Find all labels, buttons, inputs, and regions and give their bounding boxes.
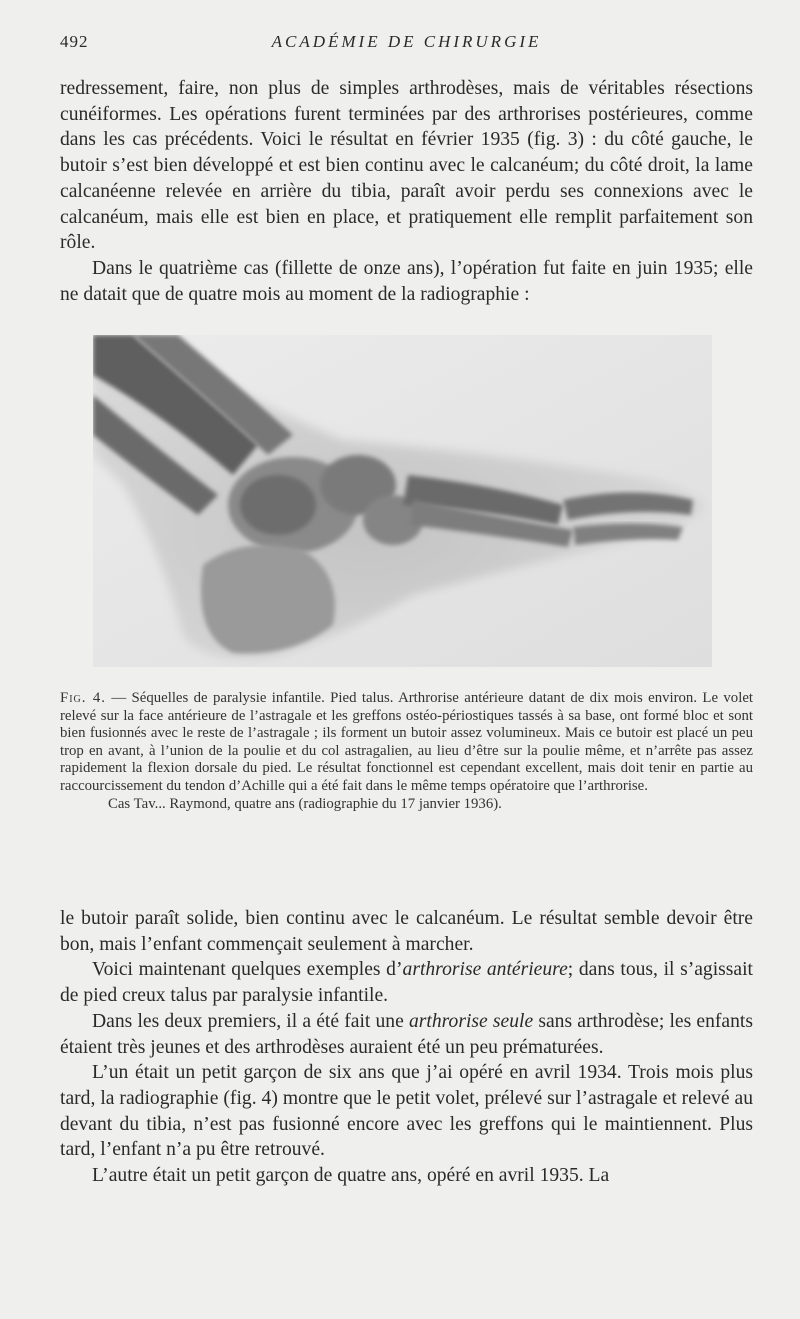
paragraph: redressement, faire, non plus de simples arthrodèses, mais de véritables résections cunéiformes. Les opérations furent terminées par des arthrorises postérieures, comme dans les cas précédents. Voici le résultat en février 1935 (fig. 3) : du côté gauche, le butoir s’est bien développé et est bien continu avec le calcanéum; du côté droit, la lame calcanéenne relevée en arrière du tibia, paraît avoir perdu ses connexions avec le calcanéum, mais elle est bien en place, et pratiquement elle remplit parfaitement son rôle. (60, 78, 753, 254)
running-head: ACADÉMIE DE CHIRURGIE (271, 32, 542, 51)
paragraph: le butoir paraît solide, bien continu avec le calcanéum. Le résultat semble devoir être bon, mais l’enfant commençait seulement à marcher. (60, 908, 753, 955)
paragraph (60, 1009, 753, 1060)
text-span: Voici maintenant quelques exemples d’ (92, 959, 403, 981)
paragraph: L’autre était un petit garçon de quatre ans, opéré en avril 1935. La (92, 1165, 610, 1187)
text-span: Dans les deux premiers, il a été fait une (92, 1010, 409, 1032)
body-text-top (60, 76, 753, 307)
emphasis-text: arthrorise seule (408, 1010, 534, 1032)
page-number: 492 (60, 32, 89, 51)
foot-radiograph-image (93, 335, 712, 667)
paragraph: Dans le quatrième cas (fillette de onze ans), l’opération fut faite en juin 1935; elle ne datait que de quatre mois au moment de la radiographie : (60, 257, 753, 305)
paragraph (60, 957, 753, 1008)
figure-caption (60, 690, 753, 813)
page-header (60, 30, 753, 56)
caption-body: — Séquelles de paralysie infantile. Pied talus. Arthrorise antérieure datant de dix mois environ. Le volet relevé sur la face antérieure de l’astragale et les greffons ostéo-périostiques tassés à sa base, ont formé bloc et sont bien fusionnés avec le reste de l’astragale ; ils forment un butoir assez volumineux. Mais ce butoir est placé un peu trop en avant, à l’union de la poulie et du col astragalien, au lieu d’être sur la poulie même, et n’arrête pas assez rapidement la flexion dorsale du pied. Le résultat fonctionnel est cependant excellent, mais doit tenir en partie au raccourcissement du tendon d’Achille qui a été fait dans le même temps opératoire que l’arthrorise. (60, 690, 753, 794)
emphasis-text: arthrorise antérieure (402, 959, 568, 981)
text-span: ; dans tous, il s’agissait de pied creux talus par paralysie infantile. (60, 959, 753, 1007)
caption-case-line: Cas Tav... Raymond, quatre ans (radiographie du 17 janvier 1936). (108, 795, 502, 812)
figure-label: Fig. 4. (60, 690, 106, 706)
caption-text (60, 690, 753, 796)
paragraph: L’un était un petit garçon de six ans que j’ai opéré en avril 1934. Trois mois plus tard, la radiographie (fig. 4) montre que le petit volet, prélevé sur l’astragale et relevé au devant du tibia, n’est pas fusionné encore avec les greffons qui le maintiennent. Plus tard, l’enfant n’a pu être retrouvé. (60, 1062, 753, 1161)
body-text-bottom (60, 906, 753, 1189)
text-span: sans arthrodèse; les enfants étaient très jeunes et des arthrodèses auraient été un peu prématurées. (60, 1010, 753, 1058)
xray-figure (93, 335, 712, 667)
